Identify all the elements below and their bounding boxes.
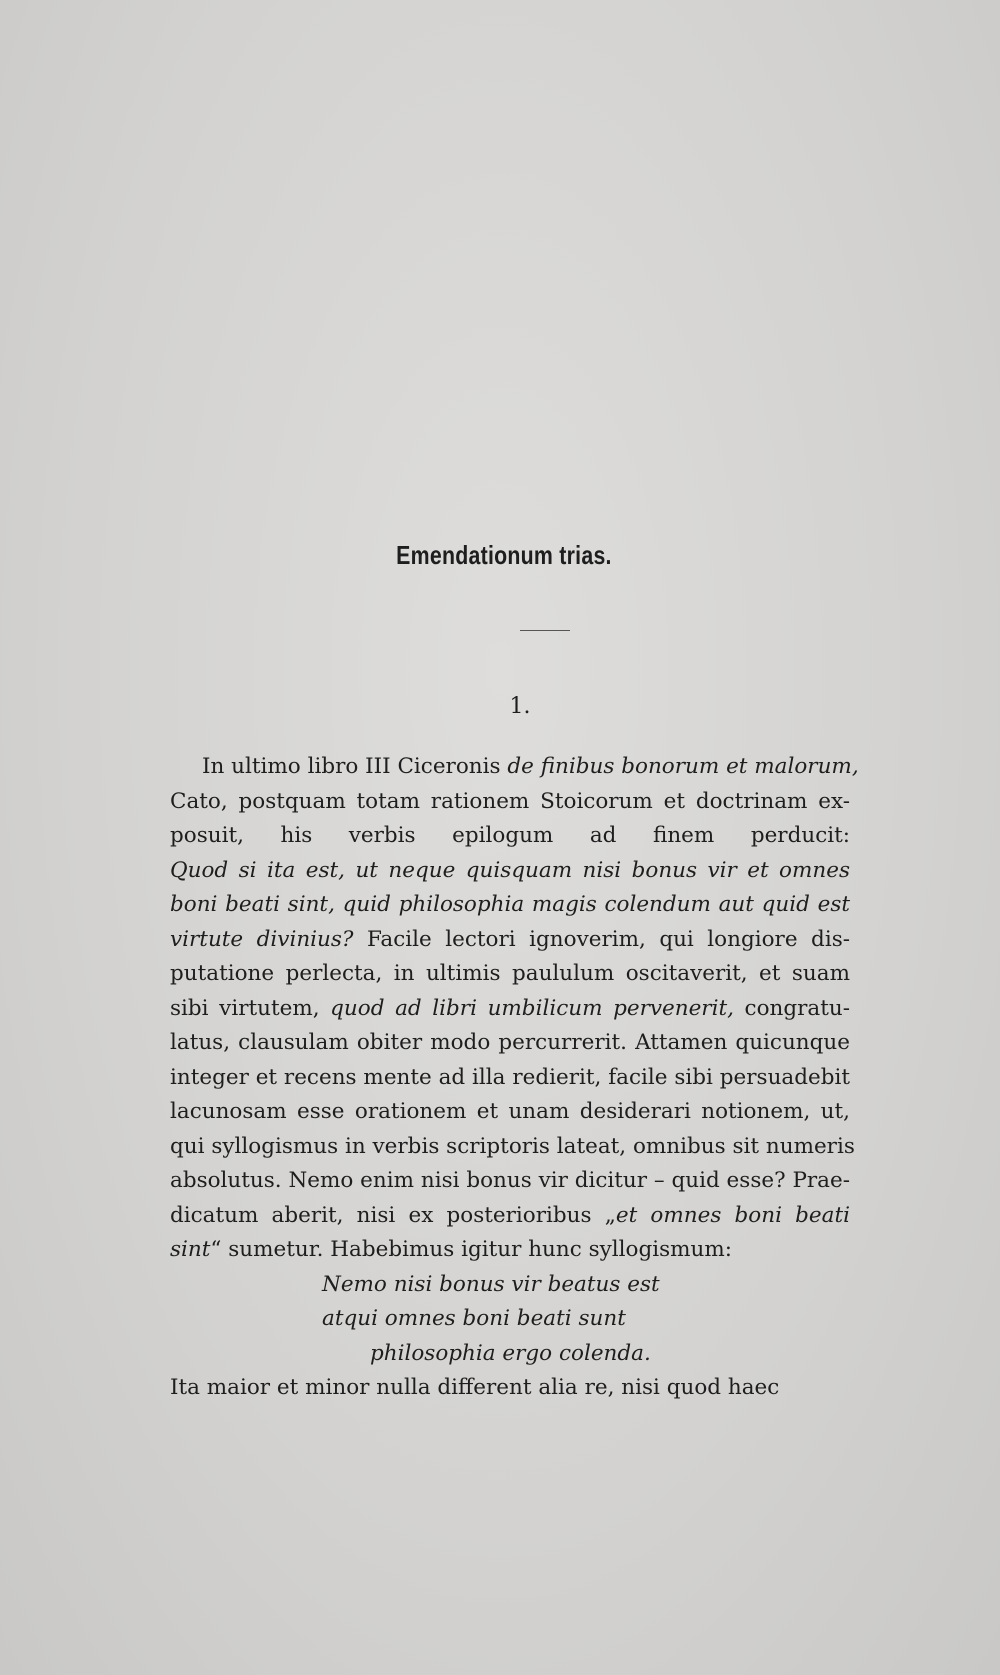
text-run: qui syllogismus in verbis scriptoris lateat, omnibus sit numeris (170, 1133, 855, 1159)
title-rule (520, 630, 570, 631)
text-line (170, 992, 850, 1027)
body-text (170, 750, 859, 1406)
syllogism-line: philosophia ergo colenda. (370, 1340, 651, 1366)
text-line (170, 923, 850, 958)
text-line (170, 1164, 850, 1199)
text-run: lacunosam esse orationem et unam desiderari notionem, ut, (170, 1099, 850, 1124)
text-run: integer et recens mente ad illa redierit, facile sibi persuadebit (170, 1064, 850, 1090)
italic-text: sint (170, 1237, 211, 1262)
italic-text: et omnes boni beati (615, 1202, 850, 1228)
text-line (170, 819, 850, 854)
text-run: posuit, his verbis epilogum ad finem perducit: (170, 823, 850, 848)
text-run: sibi virtutem, (170, 995, 331, 1021)
text-run: congratu- (733, 995, 850, 1021)
text-line (170, 785, 850, 820)
text-line (170, 750, 859, 785)
syllogism-line: atqui omnes boni beati sunt (322, 1306, 626, 1331)
syllogism-line: Nemo nisi bonus vir beatus est (322, 1271, 660, 1297)
text-line (170, 1095, 850, 1130)
text-line (170, 957, 850, 992)
italic-text: Quod si ita est, ut neque quisquam nisi bonus vir et omnes (170, 857, 850, 883)
text-line (170, 1026, 850, 1061)
text-run: absolutus. Nemo enim nisi bonus vir dicitur – quid esse? Prae- (170, 1168, 850, 1193)
text-line (170, 888, 850, 923)
text-run: Cato, postquam totam rationem Stoicorum et doctrinam ex- (170, 788, 850, 814)
text-line (170, 1233, 850, 1268)
text-line (170, 854, 850, 889)
text-run: putatione perlecta, in ultimis paululum oscitaverit, et suam (170, 961, 850, 986)
text-run: latus, clausulam obiter modo percurrerit. Attamen quicunque (170, 1030, 850, 1055)
italic-text: boni beati sint, quid philosophia magis colendum aut quid est (170, 892, 850, 917)
italic-text: quod ad libri umbilicum pervenerit, (330, 995, 734, 1021)
syllogism (170, 1268, 850, 1372)
text-run: Facile lectori ignoverim, qui longiore dis- (353, 926, 850, 952)
text-line (170, 1061, 850, 1096)
text-line (170, 1199, 850, 1234)
italic-text: virtute divinius? (170, 926, 354, 952)
text-line: Ita maior et minor nulla different alia re, nisi quod haec (170, 1375, 780, 1400)
text-run: “ sumetur. Habebimus igitur hunc syllogismum: (210, 1237, 733, 1262)
paragraph (170, 750, 859, 1268)
page-title: Emendationum trias. (396, 540, 612, 570)
text-run: In ultimo libro III Ciceronis (202, 754, 508, 779)
section-number: 1. (509, 694, 531, 719)
text-run: dicatum aberit, nisi ex posterioribus „ (170, 1202, 616, 1228)
italic-text: de finibus bonorum et malorum, (507, 754, 859, 779)
text-line (170, 1130, 855, 1165)
